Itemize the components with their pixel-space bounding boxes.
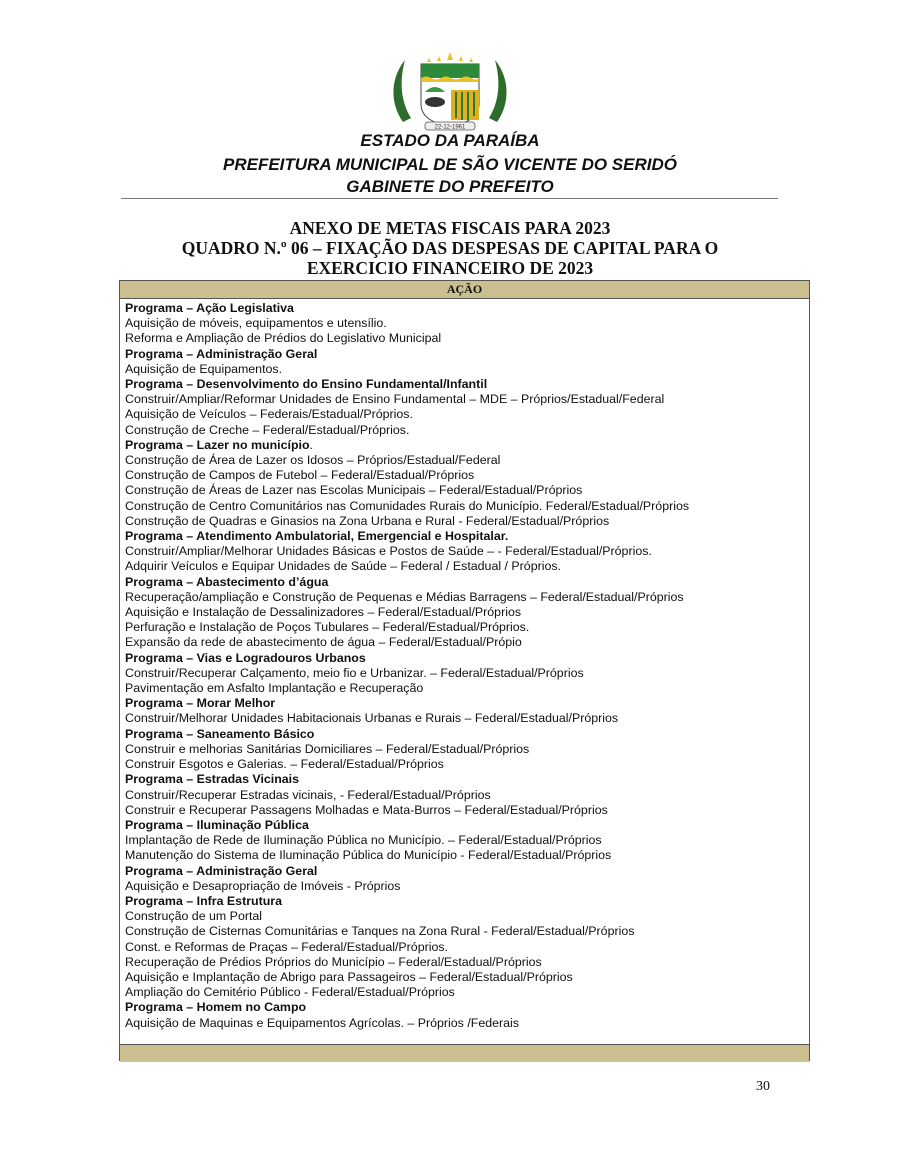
program-title: Programa – Atendimento Ambulatorial, Emergencial e Hospitalar. (125, 529, 509, 544)
program-title: Programa – Lazer no município (125, 437, 310, 452)
program-title: Programa – Morar Melhor (125, 696, 276, 711)
action-item: Aquisição de Veículos – Federais/Estadual/Próprios. (125, 407, 413, 422)
action-item: Aquisição e Instalação de Dessalinizadores – Federal/Estadual/Próprios (125, 605, 522, 620)
municipality-name: PREFEITURA MUNICIPAL DE SÃO VICENTE DO SERIDÓ (222, 155, 677, 174)
action-item: Implantação de Rede de Iluminação Pública no Município. – Federal/Estadual/Próprios (125, 833, 602, 848)
action-item: Const. e Reformas de Praças – Federal/Estadual/Próprios. (125, 939, 448, 954)
municipal-coat-of-arms (385, 52, 515, 134)
program-title: Programa – Administração Geral (125, 863, 318, 878)
action-item: Construir/Melhorar Unidades Habitacionais Urbanas e Rurais – Federal/Estadual/Próprios (125, 711, 619, 726)
action-item: Adquirir Veículos e Equipar Unidades de Saúde – Federal / Estadual / Próprios. (125, 559, 561, 574)
action-item: Construção de Área de Lazer os Idosos – Próprios/Estadual/Federal (125, 453, 501, 468)
program-title: Programa – Desenvolvimento do Ensino Fundamental/Infantil (125, 377, 488, 392)
program-heading (125, 438, 809, 453)
program-heading (125, 575, 809, 590)
action-item: Aquisição de Equipamentos. (125, 361, 283, 376)
action-item: Construir/Recuperar Calçamento, meio fio e Urbanizar. – Federal/Estadual/Próprios (125, 665, 584, 680)
program-heading (125, 727, 809, 742)
program-heading (125, 1000, 809, 1015)
document-title: ANEXO DE METAS FISCAIS PARA 2023 (289, 218, 611, 238)
action-item: Construção de um Portal (125, 909, 263, 924)
program-title: Programa – Infra Estrutura (125, 893, 282, 908)
program-heading (125, 347, 809, 362)
action-item: Construção de Áreas de Lazer nas Escolas Municipais – Federal/Estadual/Próprios (125, 483, 583, 498)
action-item: Ampliação do Cemitério Público - Federal/Estadual/Próprios (125, 985, 455, 1000)
program-heading (125, 894, 809, 909)
action-item: Aquisição e Implantação de Abrigo para Passageiros – Federal/Estadual/Próprios (125, 969, 573, 984)
program-heading (125, 301, 809, 316)
office-name: GABINETE DO PREFEITO (346, 177, 554, 196)
action-item: Recuperação/ampliação e Construção de Pequenas e Médias Barragens – Federal/Estadual/Próprios (125, 589, 684, 604)
action-item: Expansão da rede de abastecimento de água – Federal/Estadual/Própio (125, 635, 522, 650)
header-divider (121, 198, 778, 199)
action-item: Perfuração e Instalação de Poços Tubulares – Federal/Estadual/Próprios. (125, 620, 530, 635)
program-heading (125, 651, 809, 666)
action-item: Construção de Campos de Futebol – Federal/Estadual/Próprios (125, 468, 475, 483)
action-item: Construção de Cisternas Comunitárias e Tanques na Zona Rural - Federal/Estadual/Próprios (125, 924, 635, 939)
program-title: Programa – Abastecimento d’água (125, 574, 329, 589)
action-item: Reforma e Ampliação de Prédios do Legislativo Municipal (125, 331, 442, 346)
program-title: Programa – Ação Legislativa (125, 301, 294, 315)
action-item: Pavimentação em Asfalto Implantação e Recuperação (125, 681, 424, 696)
action-item: Manutenção do Sistema de Iluminação Pública do Município - Federal/Estadual/Próprios (125, 848, 612, 863)
program-title: Programa – Vias e Logradouros Urbanos (125, 650, 366, 665)
action-item: Construir/Ampliar/Reformar Unidades de Ensino Fundamental – MDE – Próprios/Estadual/Federal (125, 392, 665, 407)
program-title-suffix: . (309, 437, 313, 452)
actions-table (119, 280, 810, 1061)
table-body (120, 299, 809, 1044)
program-heading (125, 696, 809, 711)
program-title: Programa – Administração Geral (125, 346, 318, 361)
program-heading (125, 529, 809, 544)
action-item: Construir Esgotos e Galerias. – Federal/Estadual/Próprios (125, 757, 444, 772)
state-name: ESTADO DA PARAÍBA (360, 131, 540, 150)
svg-text:22-12-1961: 22-12-1961 (434, 124, 466, 131)
action-item: Aquisição de móveis, equipamentos e utensílio. (125, 316, 387, 331)
program-heading (125, 377, 809, 392)
action-item: Aquisição de Maquinas e Equipamentos Agrícolas. – Próprios /Federais (125, 1015, 519, 1030)
action-item: Construir e Recuperar Passagens Molhadas e Mata-Burros – Federal/Estadual/Próprios (125, 802, 608, 817)
page-number: 30 (756, 1079, 770, 1094)
action-item: Aquisição e Desapropriação de Imóveis - Próprios (125, 878, 401, 893)
action-item: Construção de Creche – Federal/Estadual/Próprios. (125, 422, 410, 437)
program-title: Programa – Iluminação Pública (125, 817, 309, 832)
action-item: Construir/Ampliar/Melhorar Unidades Básicas e Postos de Saúde – - Federal/Estadual/Próprios. (125, 544, 652, 559)
action-item: Construir/Recuperar Estradas vicinais, - Federal/Estadual/Próprios (125, 787, 491, 802)
action-item: Construção de Centro Comunitários nas Comunidades Rurais do Município. Federal/Estadual/Próprios (125, 498, 690, 513)
table-title-line2: EXERCICIO FINANCEIRO DE 2023 (306, 258, 594, 278)
table-header-acao: AÇÃO (120, 281, 809, 299)
program-heading (125, 772, 809, 787)
program-heading (125, 818, 809, 833)
table-title-line1: QUADRO N.º 06 – FIXAÇÃO DAS DESPESAS DE CAPITAL PARA O (181, 238, 719, 258)
table-footer-row (120, 1044, 809, 1062)
program-title: Programa – Saneamento Básico (125, 726, 315, 741)
action-item: Recuperação de Prédios Próprios do Município – Federal/Estadual/Próprios (125, 954, 542, 969)
program-title: Programa – Estradas Vicinais (125, 772, 300, 787)
action-item: Construir e melhorias Sanitárias Domiciliares – Federal/Estadual/Próprios (125, 741, 530, 756)
program-title: Programa – Homem no Campo (125, 1000, 307, 1015)
program-heading (125, 864, 809, 879)
action-item: Construção de Quadras e Ginasios na Zona Urbana e Rural - Federal/Estadual/Próprios (125, 513, 610, 528)
